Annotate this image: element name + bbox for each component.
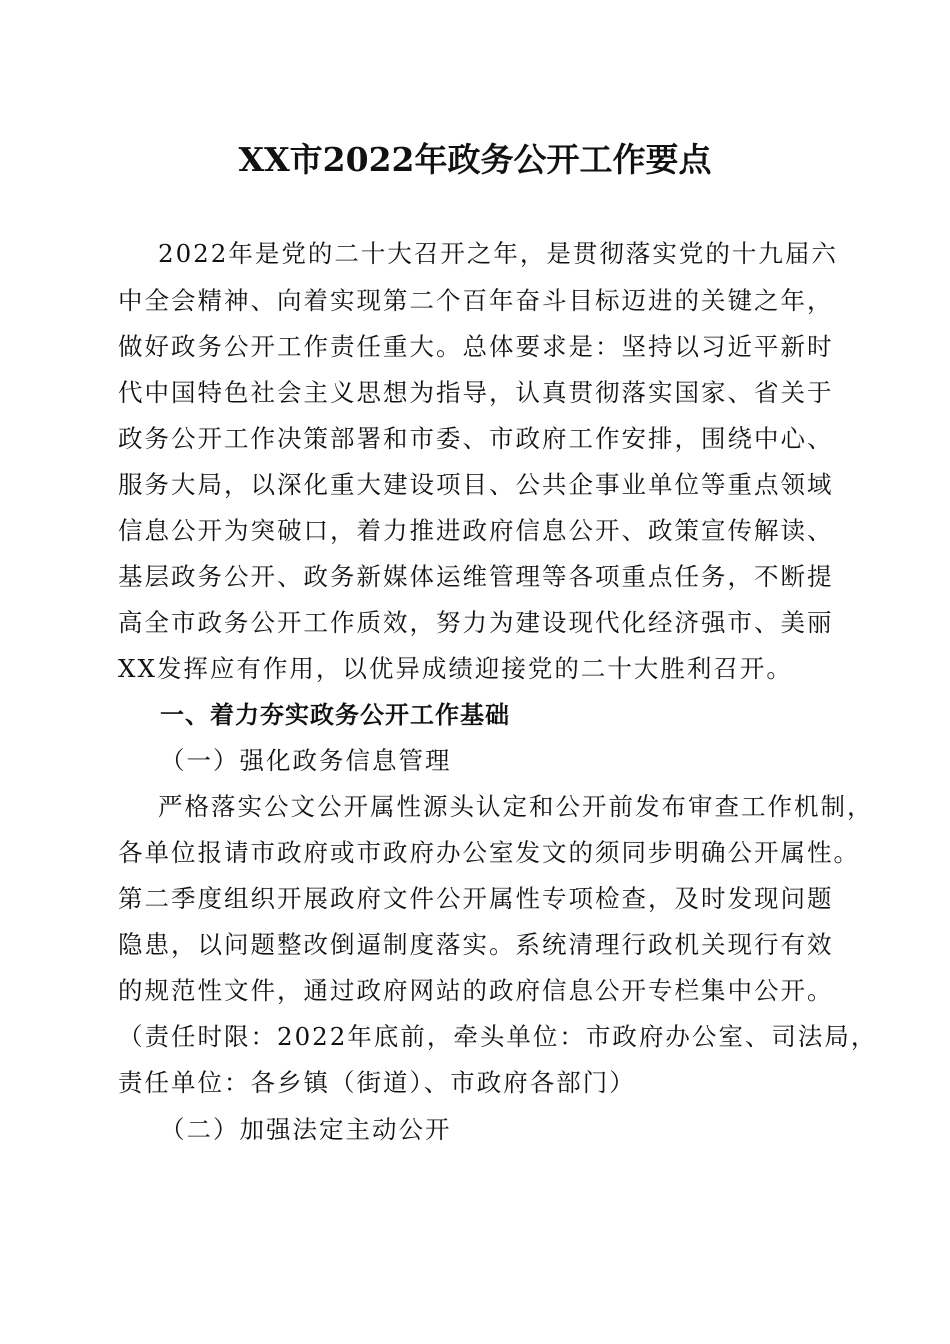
paragraph-line: XX发挥应有作用，以优异成绩迎接党的二十大胜利召开。 [118,654,793,683]
paragraph-line: 隐患，以问题整改倒逼制度落实。系统清理行政机关现行有效 [118,930,834,959]
paragraph-line: （责任时限：2022年底前，牵头单位：市政府办公室、司法局， [118,1022,878,1051]
paragraph-line: 2022年是党的二十大召开之年，是贯彻落实党的十九届六 [158,239,838,268]
subsection-heading: （二）加强法定主动公开 [160,1115,452,1144]
paragraph-line: 各单位报请市政府或市政府办公室发文的须同步明确公开属性。 [118,838,860,867]
paragraph-line: 服务大局，以深化重大建设项目、公共企事业单位等重点领域 [118,470,834,499]
paragraph-line: 严格落实公文公开属性源头认定和公开前发布审查工作机制， [158,792,874,821]
paragraph-line: 的规范性文件，通过政府网站的政府信息公开专栏集中公开。 [118,976,834,1005]
document-title: XX市2022年政务公开工作要点 [238,140,712,179]
paragraph-line: 信息公开为突破口，着力推进政府信息公开、政策宣传解读、 [118,516,834,545]
paragraph-line: 代中国特色社会主义思想为指导，认真贯彻落实国家、省关于 [118,378,834,407]
paragraph-line: 责任单位：各乡镇（街道）、市政府各部门） [118,1068,636,1097]
paragraph-line: 做好政务公开工作责任重大。总体要求是：坚持以习近平新时 [118,332,834,361]
subsection-heading: （一）强化政务信息管理 [160,746,452,775]
paragraph-line: 中全会精神、向着实现第二个百年奋斗目标迈进的关键之年， [118,286,834,315]
section-heading: 一、着力夯实政务公开工作基础 [160,701,510,729]
paragraph-line: 政务公开工作决策部署和市委、市政府工作安排，围绕中心、 [118,424,834,453]
paragraph-line: 第二季度组织开展政府文件公开属性专项检查，及时发现问题 [118,884,834,913]
paragraph-line: 高全市政务公开工作质效，努力为建设现代化经济强市、美丽 [118,608,834,637]
paragraph-line: 基层政务公开、政务新媒体运维管理等各项重点任务，不断提 [118,562,834,591]
